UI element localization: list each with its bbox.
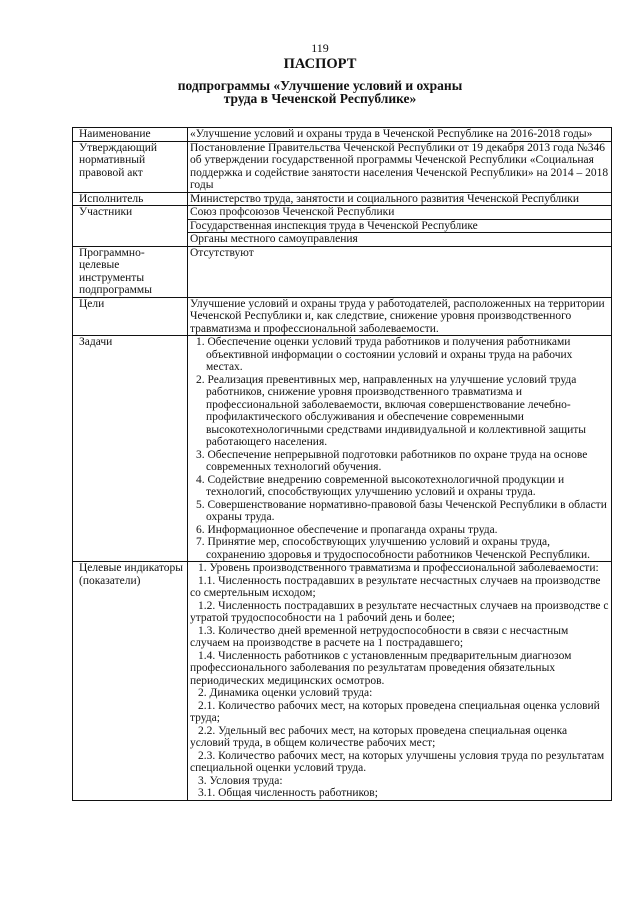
row-value: Постановление Правительства Чеченской Республики от 19 декабря 2013 года №346 об утверждении государственной программы Чеченской Республики «Социальная поддержка и содействие занятости населения Чеченской Республики» на 2014 – 2018 годы <box>188 141 612 192</box>
indicator-item: 2. Динамика оценки условий труда: <box>198 687 373 699</box>
table-row-indicators <box>73 562 612 801</box>
participant-item: Союз профсоюзов Чеченской Республики <box>188 206 611 220</box>
indicator-item: 1.1. Численность пострадавших в результате несчастных случаев на производстве со смертельным исходом; <box>190 574 601 599</box>
subtitle-line-1: подпрограммы «Улучшение условий и охраны <box>177 78 463 93</box>
task-item: 5. Совершенствование нормативно-правовой базы Чеченской Республики в области охраны труда. <box>196 498 607 523</box>
task-item: 6. Информационное обеспечение и пропаганда охраны труда. <box>196 523 498 536</box>
task-item: 2. Реализация превентивных мер, направленных на улучшение условий труда работников, снижение уровня производственного травматизма и профессиональной заболеваемости, включая совершенствование лечебно-профилактического обслуживания и обеспечение современными высокотехнологичными средствами индивидуальной и коллективной защиты работающего населения. <box>196 373 586 448</box>
indicator-item: 1. Уровень производственного травматизма и профессиональной заболеваемости: <box>198 562 599 574</box>
row-value: «Улучшение условий и охраны труда в Чеченской Республике на 2016-2018 годы» <box>188 128 612 142</box>
row-value: Министерство труда, занятости и социального развития Чеченской Республики <box>188 192 612 206</box>
indicator-item: 2.2. Удельный вес рабочих мест, на которых проведена специальная оценка условий труда, в общем количестве рабочих мест; <box>190 724 568 749</box>
page-number: 119 <box>311 41 329 55</box>
table-row-tasks <box>73 336 612 562</box>
row-label: Цели <box>73 297 188 336</box>
subtitle-line-2: труда в Чеченской Республике» <box>223 91 417 106</box>
row-label: Задачи <box>73 336 188 562</box>
task-item: 3. Обеспечение непрерывной подготовки работников по охране труда на основе современных технологий обучения. <box>196 448 588 473</box>
row-value <box>188 336 612 562</box>
row-label: Исполнитель <box>73 192 188 206</box>
indicator-item: 1.4. Численность работников с установленным предварительным диагнозом профессионального заболевания по результатам проведения обязательных периодических медицинских осмотров. <box>190 649 572 687</box>
document-subtitle <box>120 79 520 105</box>
indicator-item: 1.3. Количество дней временной нетрудоспособности в связи с несчастным случаем на производстве в расчете на 1 пострадавшего; <box>190 624 569 649</box>
table-row-executor <box>73 192 612 206</box>
indicator-item: 2.1. Количество рабочих мест, на которых проведена специальная оценка условий труда; <box>190 699 600 724</box>
task-item: 1. Обеспечение оценки условий труда работников и получения работниками объективной информации о состоянии условий и охраны труда на рабочих местах. <box>196 336 573 373</box>
indicator-item: 3. Условия труда: <box>198 774 283 787</box>
row-label: Участники <box>73 206 188 247</box>
table-row-participants <box>73 206 612 247</box>
indicator-item: 3.1. Общая численность работников; <box>198 787 378 799</box>
task-item: 4. Содействие внедрению современной высокотехнологичной продукции и технологий, способствующих улучшению условий и охраны труда. <box>196 473 565 498</box>
indicator-item: 2.3. Количество рабочих мест, на которых улучшены условия труда по результатам специальной оценки условий труда. <box>190 749 605 774</box>
table-row-legal-act <box>73 141 612 192</box>
row-label: Наименование <box>73 128 188 142</box>
document-title: ПАСПОРТ <box>283 56 357 72</box>
passport-table <box>72 127 612 801</box>
indicator-item: 1.2. Численность пострадавших в результате несчастных случаев на производстве с утратой трудоспособности на 1 рабочий день и более; <box>190 599 609 624</box>
participant-item: Государственная инспекция труда в Чеченской Республике <box>188 220 611 234</box>
row-label: Утверждающий нормативный правовой акт <box>73 141 188 192</box>
table-row-instruments <box>73 246 612 297</box>
table-row-name <box>73 128 612 142</box>
table-row-goals <box>73 297 612 336</box>
task-item: 7. Принятие мер, способствующих улучшению условий и охраны труда, сохранению здоровья и трудоспособности работников Чеченской Республики. <box>196 536 591 561</box>
row-value <box>188 206 612 247</box>
row-value: Улучшение условий и охраны труда у работодателей, расположенных на территории Чеченской Республики и, как следствие, снижение уровня производственного травматизма и профессиональной заболеваемости. <box>188 297 612 336</box>
row-value <box>188 562 612 801</box>
participant-item: Органы местного самоуправления <box>190 233 358 245</box>
row-label: Целевые индикаторы (показатели) <box>73 562 188 801</box>
row-value: Отсутствуют <box>188 246 612 297</box>
row-label: Программно-целевые инструменты подпрограммы <box>73 246 188 297</box>
